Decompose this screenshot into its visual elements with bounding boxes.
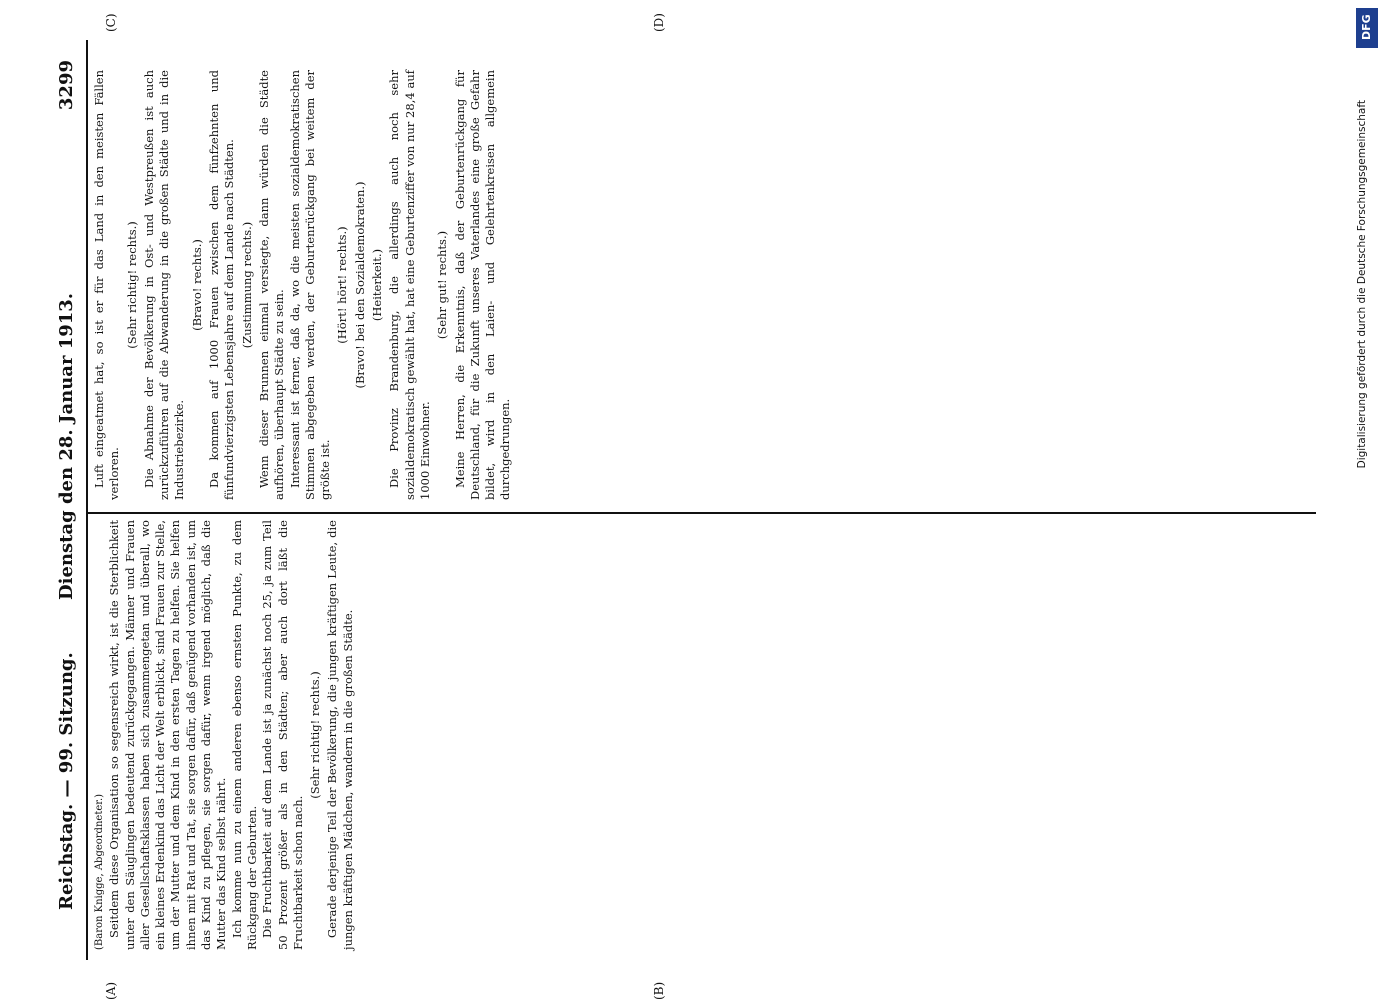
running-head-left: Reichstag. — 99. Sitzung.: [56, 652, 77, 910]
right-column: [92, 70, 514, 500]
margin-marker-c: (C): [104, 13, 118, 32]
interjection: (Sehr richtig! rechts.): [308, 671, 323, 799]
speaker-line: (Baron Knigge, Abgeordneter.): [94, 793, 105, 950]
column-divider: [86, 512, 1316, 514]
margin-marker-d: (D): [652, 13, 666, 32]
interjection: (Zustimmung rechts.): [239, 221, 254, 349]
page-number: 3299: [56, 60, 77, 111]
header-rule: [86, 40, 88, 960]
paragraph: Wenn dieser Brunnen einmal versiegte, dann würden die Städte aufhören, überhaupt Städte zu sein.: [256, 70, 287, 500]
paragraph: Ich komme nun zu einem anderen ebenso ernsten Punkte, zu dem Rückgang der Geburten.: [229, 520, 259, 950]
credit-text: Digitalisierung gefördert durch die Deutsche Forschungsgemeinschaft: [1356, 100, 1368, 469]
paragraph: Die Abnahme der Bevölkerung in Ost- und Westpreußen ist auch zurückzuführen auf die Abwanderung in die großen Städte und in die Industriebezirke.: [141, 70, 187, 500]
paragraph: Gerade derjenige Teil der Bevölkerung, die jungen kräftigen Leute, die jungen kräftigen Mädchen, wandern in die großen Städte.: [325, 520, 355, 950]
paragraph: Die Provinz Brandenburg, die allerdings auch noch sehr sozialdemokratisch gewählt hat, hat eine Geburtenziffer von nur 28,4 auf 1000 Einwohner.: [387, 70, 432, 500]
interjection: (Hört! hört! rechts.): [335, 226, 350, 344]
paragraph: Die Fruchtbarkeit auf dem Lande ist ja zunächst noch 25, ja zum Teil 50 Prozent größer als in den Städten; aber auch dort läßt die Fruchtbarkeit schon nach.: [260, 520, 305, 950]
dfg-logo-text: DFG: [1360, 14, 1373, 40]
dfg-logo: [1356, 8, 1378, 48]
margin-marker-b: (B): [652, 981, 666, 1000]
left-column: [92, 520, 356, 950]
running-head: [56, 40, 86, 960]
interjection: (Bravo! rechts.): [189, 239, 204, 331]
running-head-date: Dienstag den 28. Januar 1913.: [56, 292, 77, 600]
paragraph: Interessant ist ferner, daß da, wo die meisten sozialdemokratischen Stimmen abgegeben werden, der Geburtenrückgang bei weitem der größte ist.: [287, 70, 333, 500]
interjection: (Sehr gut! rechts.): [435, 230, 450, 340]
paragraph: Meine Herren, die Erkenntnis, daß der Geburtenrückgang für Deutschland, für die Zukunft unseres Vaterlandes eine große Gefahr bildet, wird in den Laien- und Gelehrtenkreisen allgemein durchgedrungen.: [452, 70, 513, 500]
margin-marker-a: (A): [104, 981, 118, 1000]
paragraph: Luft eingeatmet hat, so ist er für das Land in den meisten Fällen verloren.: [92, 70, 122, 500]
paragraph: Seitdem diese Organisation so segensreich wirkt, ist die Sterblichkeit unter den Säuglingen bedeutend zurückgegangen. Männer und Frauen aller Gesellschaftsklassen haben sich zusammengetan und überall, wo ein kleines Erdenkind das Licht der Welt erblickt, sind Frauen zur Stelle, um der Mutter und dem Kind in den ersten Tagen zu helfen. Sie helfen ihnen mit Rat und Tat, sie sorgen dafür, daß genügend vorhanden ist, um das Kind zu pflegen, sie sorgen dafür, wenn irgend möglich, daß die Mutter das Kind selbst nährt.: [107, 520, 229, 950]
interjection: (Sehr richtig! rechts.): [124, 221, 139, 349]
interjection: (Bravo! bei den Sozialdemokraten.): [352, 181, 367, 389]
credit-strip: [1352, 100, 1378, 980]
interjection: (Heiterkeit.): [370, 248, 385, 322]
paragraph: Da kommen auf 1000 Frauen zwischen dem fünfzehnten und fünfundvierzigsten Lebensjahre auf dem Lande nach Städten.: [207, 70, 237, 500]
